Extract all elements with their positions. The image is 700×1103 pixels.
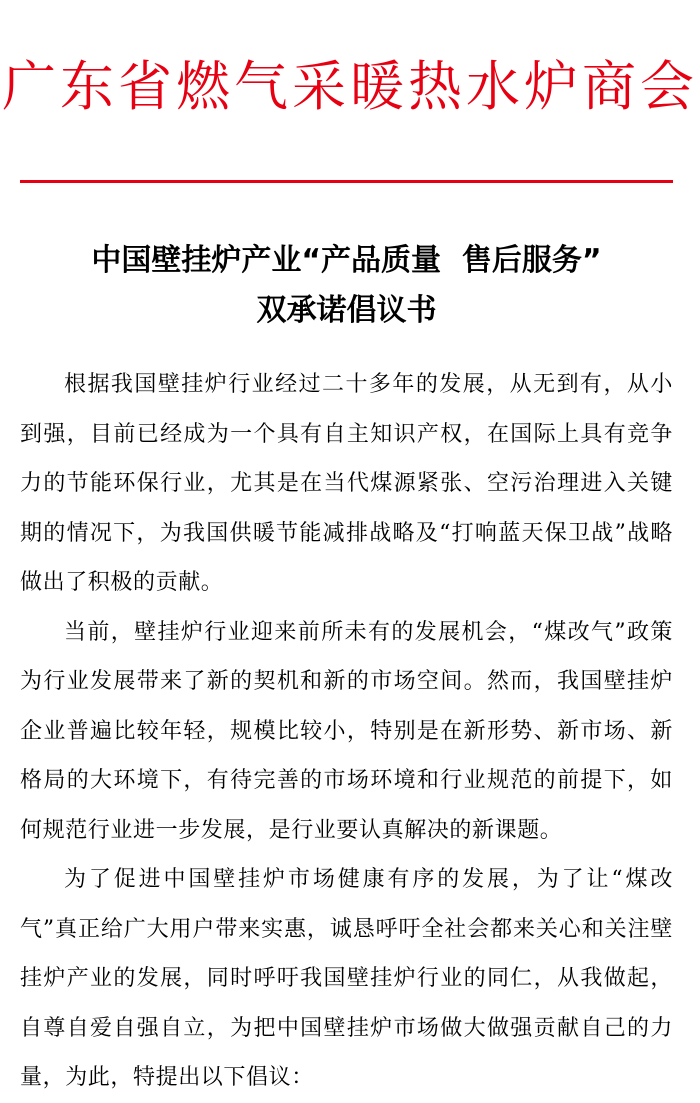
letterhead-red-rule — [20, 180, 673, 183]
document-title-line-2: 双承诺倡议书 — [256, 293, 437, 328]
document-title — [20, 236, 673, 336]
document-body — [20, 360, 673, 1103]
body-paragraph-1: 根据我国壁挂炉行业经过二十多年的发展，从无到有，从小到强，目前已经成为一个具有自主知识产权，在国际上具有竞争力的节能环保行业，尤其是在当代煤源紧张、空污治理进入关键期的情况下，为我国供暖节能减排战略及“打响蓝天保卫战”战略做出了积极的贡献。 — [20, 372, 673, 595]
body-paragraph-3: 为了促进中国壁挂炉市场健康有序的发展，为了让“煤改气”真正给广大用户带来实惠，诚恳呼吁全社会都来关心和关注壁挂炉产业的发展，同时呼吁我国壁挂炉行业的同仁，从我做起，自尊自爱自强自立，为把中国壁挂炉市场做大做强贡献自己的力量，为此，特提出以下倡议： — [20, 867, 673, 1090]
body-paragraph-2: 当前，壁挂炉行业迎来前所未有的发展机会，“煤改气”政策为行业发展带来了新的契机和新的市场空间。然而，我国壁挂炉企业普遍比较年轻，规模比较小，特别是在新形势、新市场、新格局的大环境下，有待完善的市场环境和行业规范的前提下，如何规范行业进一步发展，是行业要认真解决的新课题。 — [20, 619, 673, 843]
document-title-line-1: 中国壁挂炉产业“产品质量 售后服务” — [91, 243, 602, 278]
letterhead-org-name: 广东省燃气采暖热水炉商会 — [2, 55, 698, 118]
